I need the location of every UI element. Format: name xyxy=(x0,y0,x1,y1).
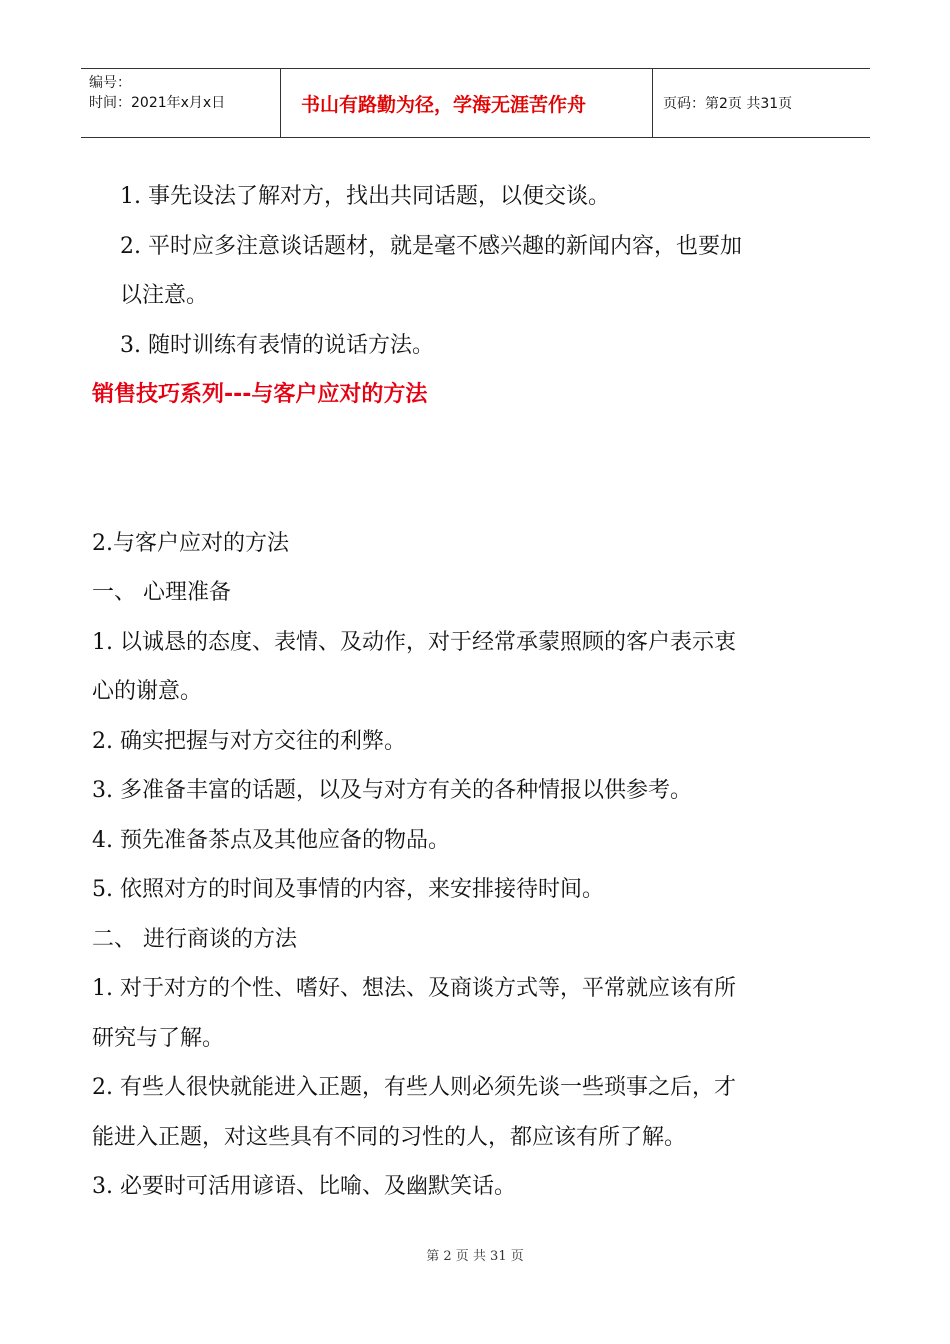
body-line: 能进入正题，对这些具有不同的习性的人，都应该有所了解。 xyxy=(92,1124,687,1150)
time-label: 时间：2021年x月x日 xyxy=(89,95,226,111)
spacer xyxy=(92,420,852,519)
header-page-info: 页码：第2页 共31页 xyxy=(663,96,793,112)
body-line: 3. 随时训练有表情的说话方法。 xyxy=(120,332,434,358)
page-header xyxy=(81,68,870,138)
body-line: 二、 进行商谈的方法 xyxy=(92,926,297,952)
body-line: 研究与了解。 xyxy=(92,1025,225,1051)
body-line: 3. 多准备丰富的话题，以及与对方有关的各种情报以供参考。 xyxy=(92,778,692,803)
section-title: 销售技巧系列---与客户应对的方法 xyxy=(92,382,428,407)
header-slogan: 书山有路勤为径，学海无涯苦作舟 xyxy=(281,69,653,137)
header-meta xyxy=(81,69,281,137)
body-line: 一、 心理准备 xyxy=(92,580,231,605)
body-line: 2. 有些人很快就能进入正题，有些人则必须先谈一些琐事之后，才 xyxy=(92,1075,736,1100)
body-line: 4. 预先准备茶点及其他应备的物品。 xyxy=(92,827,450,853)
body-line: 5. 依照对方的时间及事情的内容，来安排接待时间。 xyxy=(92,877,604,902)
body-line: 心的谢意。 xyxy=(92,679,203,704)
page-footer: 第 2 页 共 31 页 xyxy=(426,1249,524,1264)
body-line: 2.与客户应对的方法 xyxy=(92,530,289,556)
body-line: 2. 平时应多注意谈话题材，就是毫不感兴趣的新闻内容，也要加 xyxy=(120,233,742,259)
document-body xyxy=(92,172,852,1212)
body-line: 1. 事先设法了解对方，找出共同话题，以便交谈。 xyxy=(120,184,610,209)
body-line: 1. 对于对方的个性、嗜好、想法、及商谈方式等，平常就应该有所 xyxy=(92,976,736,1001)
body-line: 以注意。 xyxy=(120,283,209,308)
body-line: 1. 以诚恳的态度、表情、及动作，对于经常承蒙照顾的客户表示衷 xyxy=(92,629,736,655)
body-line: 2. 确实把握与对方交往的利弊。 xyxy=(92,728,406,754)
body-line: 3. 必要时可活用谚语、比喻、及幽默笑话。 xyxy=(92,1174,516,1199)
number-label: 编号： xyxy=(89,75,131,91)
